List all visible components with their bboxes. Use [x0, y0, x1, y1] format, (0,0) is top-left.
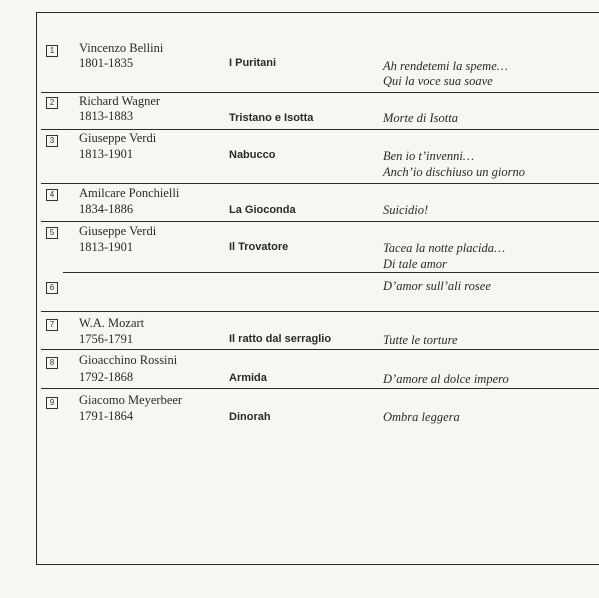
opera-title: I Puritani: [229, 57, 277, 69]
composer-years: 1801-1835: [79, 56, 134, 70]
track-row-5: [37, 222, 599, 274]
track-row-7: [37, 312, 599, 350]
track-number-box: 4: [46, 189, 58, 201]
opera-title: Nabucco: [229, 149, 276, 161]
opera-title: La Gioconda: [229, 204, 296, 216]
opera-title: Il Trovatore: [229, 241, 289, 253]
composer-name: Amilcare Ponchielli: [79, 186, 180, 200]
aria-title: Di tale amor: [383, 257, 447, 271]
aria-title: Qui la voce sua soave: [383, 74, 493, 88]
aria-title: Ombra leggera: [383, 410, 460, 424]
track-number-box: 8: [46, 357, 58, 369]
composer-years: 1791-1864: [79, 409, 134, 423]
aria-title: Tacea la notte placida…: [383, 241, 506, 255]
track-row-4: [37, 184, 599, 222]
composer-name: Gioacchino Rossini: [79, 353, 178, 367]
track-row-1: [37, 37, 599, 93]
composer-years: 1834-1886: [79, 202, 134, 216]
composer-years: 1792-1868: [79, 370, 134, 384]
composer-years: 1813-1883: [79, 109, 134, 123]
opera-title: Tristano e Isotta: [229, 112, 314, 124]
track-number-box: 1: [46, 45, 58, 57]
composer-years: 1813-1901: [79, 240, 134, 254]
composer-name: W.A. Mozart: [79, 316, 145, 330]
composer-name: Giuseppe Verdi: [79, 131, 157, 145]
composer-name: Giacomo Meyerbeer: [79, 393, 183, 407]
aria-title: D’amore al dolce impero: [383, 372, 509, 386]
aria-title: Tutte le torture: [383, 333, 458, 347]
track-row-9: [37, 389, 599, 429]
aria-title: Morte di Isotta: [383, 111, 458, 125]
track-row-3: [37, 130, 599, 184]
track-row-2: [37, 93, 599, 130]
track-number-box: 6: [46, 282, 58, 294]
opera-title: Armida: [229, 372, 267, 384]
track-number-box: 2: [46, 97, 58, 109]
track-row-8: [37, 350, 599, 389]
track-number-box: 5: [46, 227, 58, 239]
aria-title: Suicidio!: [383, 203, 429, 217]
composer-years: 1756-1791: [79, 332, 134, 346]
track-row-6: [37, 273, 599, 312]
opera-title: Il ratto dal serraglio: [229, 333, 332, 345]
track-number-box: 7: [46, 319, 58, 331]
composer-name: Vincenzo Bellini: [79, 41, 164, 55]
track-number-box: 3: [46, 135, 58, 147]
composer-years: 1813-1901: [79, 147, 134, 161]
aria-title: Ben io t’invenni…: [383, 149, 474, 163]
track-number-box: 9: [46, 397, 58, 409]
aria-title: Anch’io dischiuso un giorno: [383, 165, 526, 179]
composer-name: Richard Wagner: [79, 94, 161, 108]
aria-title: Ah rendetemi la speme…: [383, 59, 508, 73]
aria-title: D’amor sull’ali rosee: [383, 279, 491, 293]
opera-title: Dinorah: [229, 411, 271, 423]
composer-name: Giuseppe Verdi: [79, 224, 157, 238]
